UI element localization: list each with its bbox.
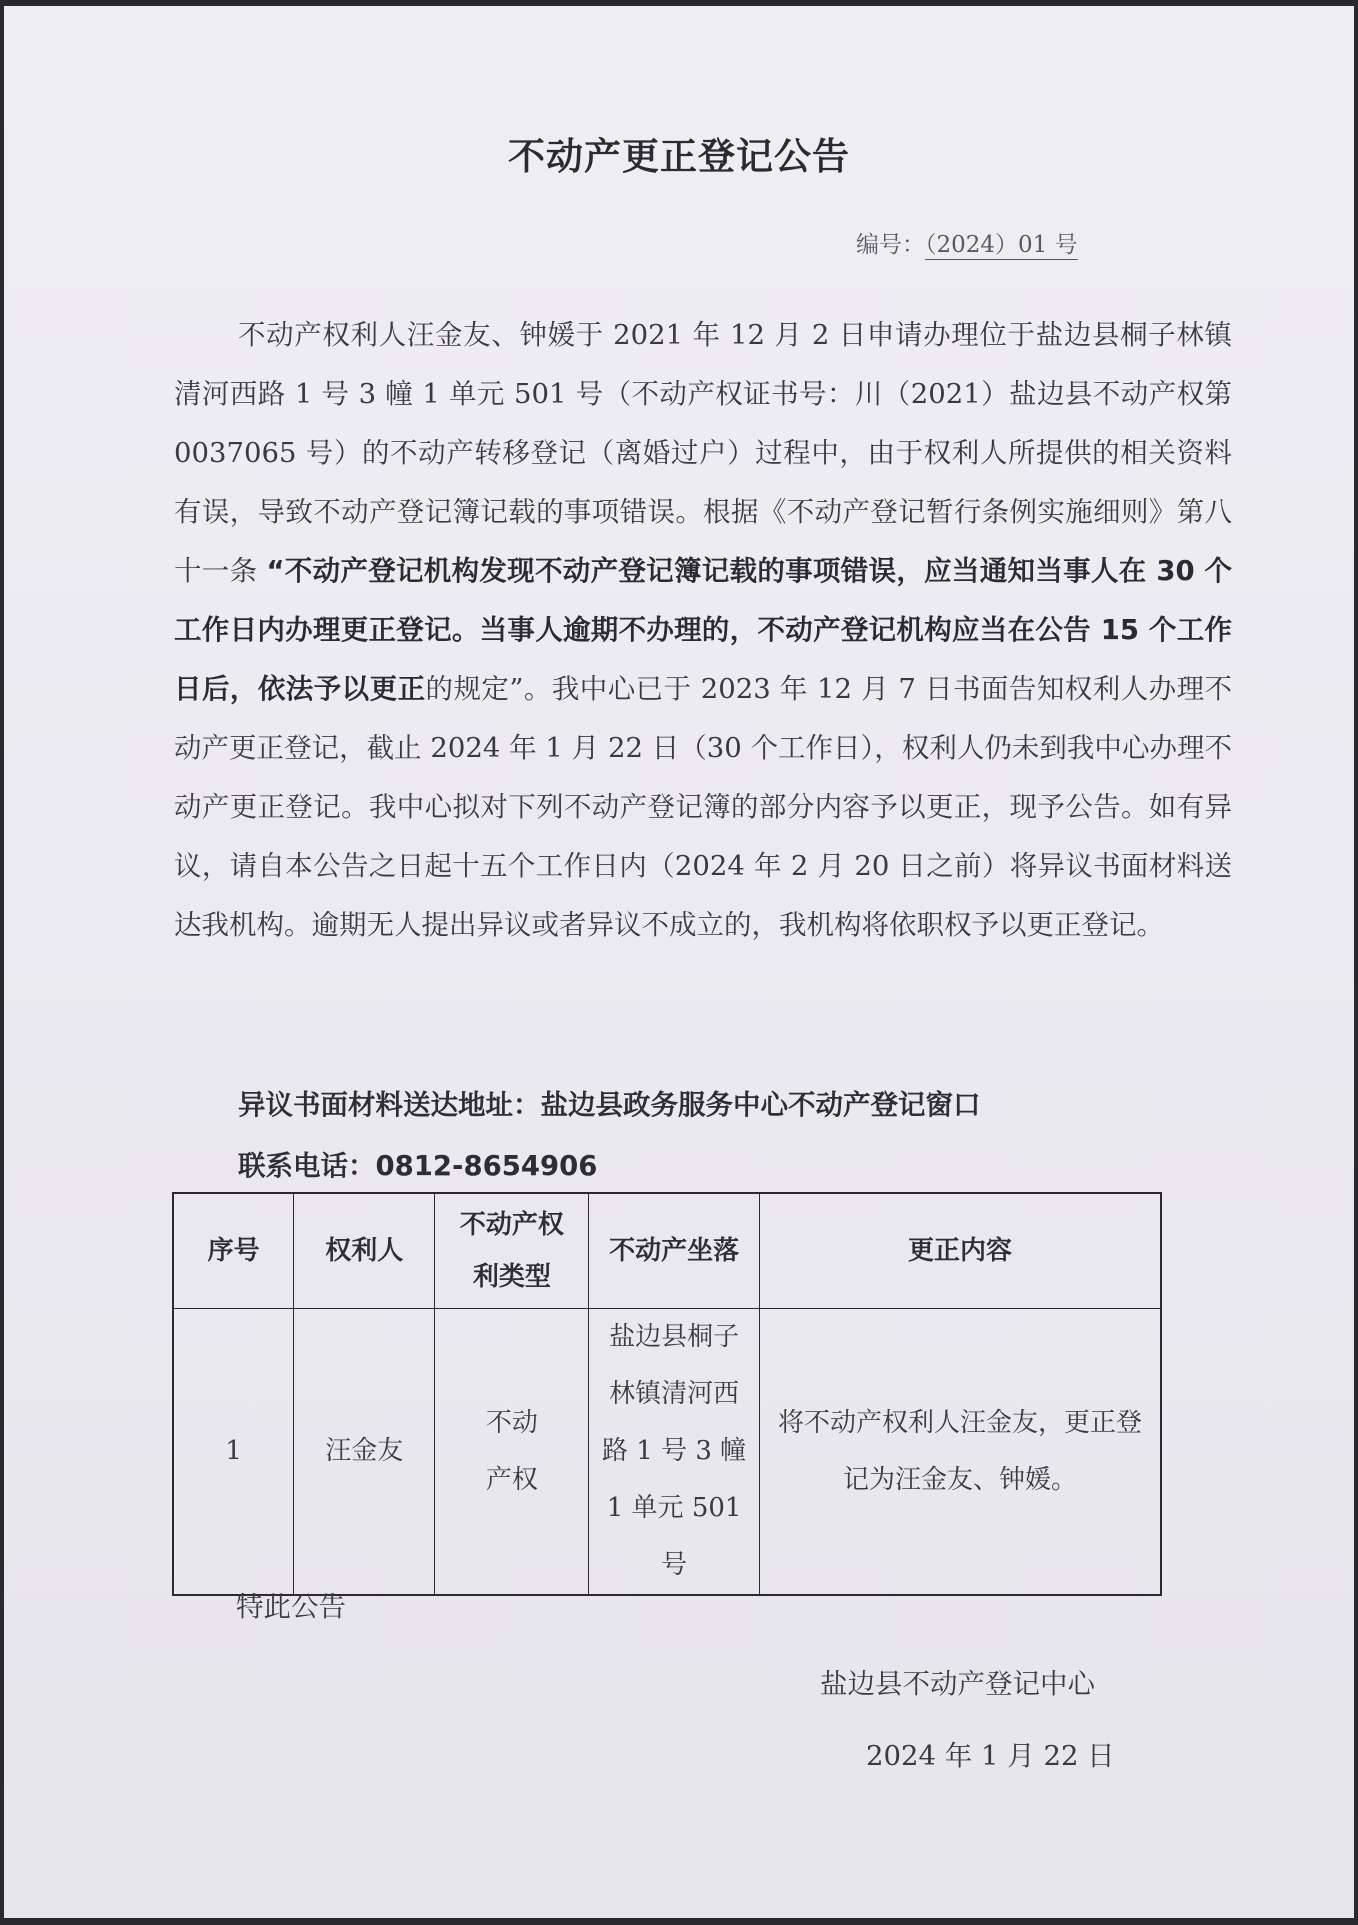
document-number (856, 226, 1078, 259)
table-header-row (173, 1193, 1161, 1309)
body-text-part2: 的规定”。我中心已于 2023 年 12 月 7 日书面告知权利人办理不动产更正登记，截止 2024 年 1 月 22 日（30 个工作日），权利人仍未到我中心办理不动产更正登记。我中心拟对下列不动产登记簿的部分内容予以更正，现予公告。如有异议，请自本公告之日起十五个工作日内（2024 年 2 月 20 日之前）将异议书面材料送达我机构。逾期无人提出异议或者异议不成立的，我机构将依职权予以更正登记。 (174, 673, 1233, 941)
notice-body (174, 306, 1232, 955)
objection-address: 异议书面材料送达地址：盐边县政务服务中心不动产登记窗口 (238, 1089, 981, 1121)
contact-phone: 联系电话：0812-8654906 (238, 1150, 598, 1182)
header-location: 不动产坐落 (589, 1193, 760, 1309)
table-row (173, 1309, 1161, 1596)
body-text-part1: 不动产权利人汪金友、钟媛于 2021 年 12 月 2 日申请办理位于盐边县桐子林镇清河西路 1 号 3 幢 1 单元 501 号（不动产权证书号：川（2021）盐边县不动产权第 0037065 号）的不动产转移登记（离婚过户）过程中，由于权利人所提供的相关资料有误，导致不动产登记簿记载的事项错误。根据《不动产登记暂行条例实施细则》第八十一条 (174, 319, 1232, 587)
cell-type: 不动产权 (435, 1309, 589, 1596)
header-content: 更正内容 (760, 1193, 1161, 1309)
notice-paper (4, 6, 1354, 1918)
correction-table (172, 1192, 1162, 1596)
notice-date: 2024 年 1 月 22 日 (866, 1740, 1115, 1772)
document-number-value: （2024）01 号 (925, 232, 1078, 258)
cell-no: 1 (173, 1309, 294, 1596)
closing-text: 特此公告 (236, 1591, 346, 1623)
cell-location: 盐边县桐子林镇清河西路 1 号 3 幢 1 单元 501 号 (589, 1309, 760, 1596)
header-type: 不动产权利类型 (435, 1193, 589, 1309)
header-no: 序号 (173, 1193, 294, 1309)
body-text-emphasis: “不动产登记机构发现不动产登记簿记载的事项错误，应当通知当事人在 30 个工作日内办理更正登记。当事人逾期不办理的，不动产登记机构应当在公告 15 个工作日后，依法予以更正 (174, 555, 1232, 705)
header-holder: 权利人 (294, 1193, 435, 1309)
cell-content: 将不动产权利人汪金友，更正登记为汪金友、钟媛。 (760, 1309, 1161, 1596)
document-number-label: 编号： (856, 232, 925, 258)
cell-holder: 汪金友 (294, 1309, 435, 1596)
notice-title: 不动产更正登记公告 (508, 135, 850, 178)
signer-organization: 盐边县不动产登记中心 (820, 1668, 1095, 1700)
